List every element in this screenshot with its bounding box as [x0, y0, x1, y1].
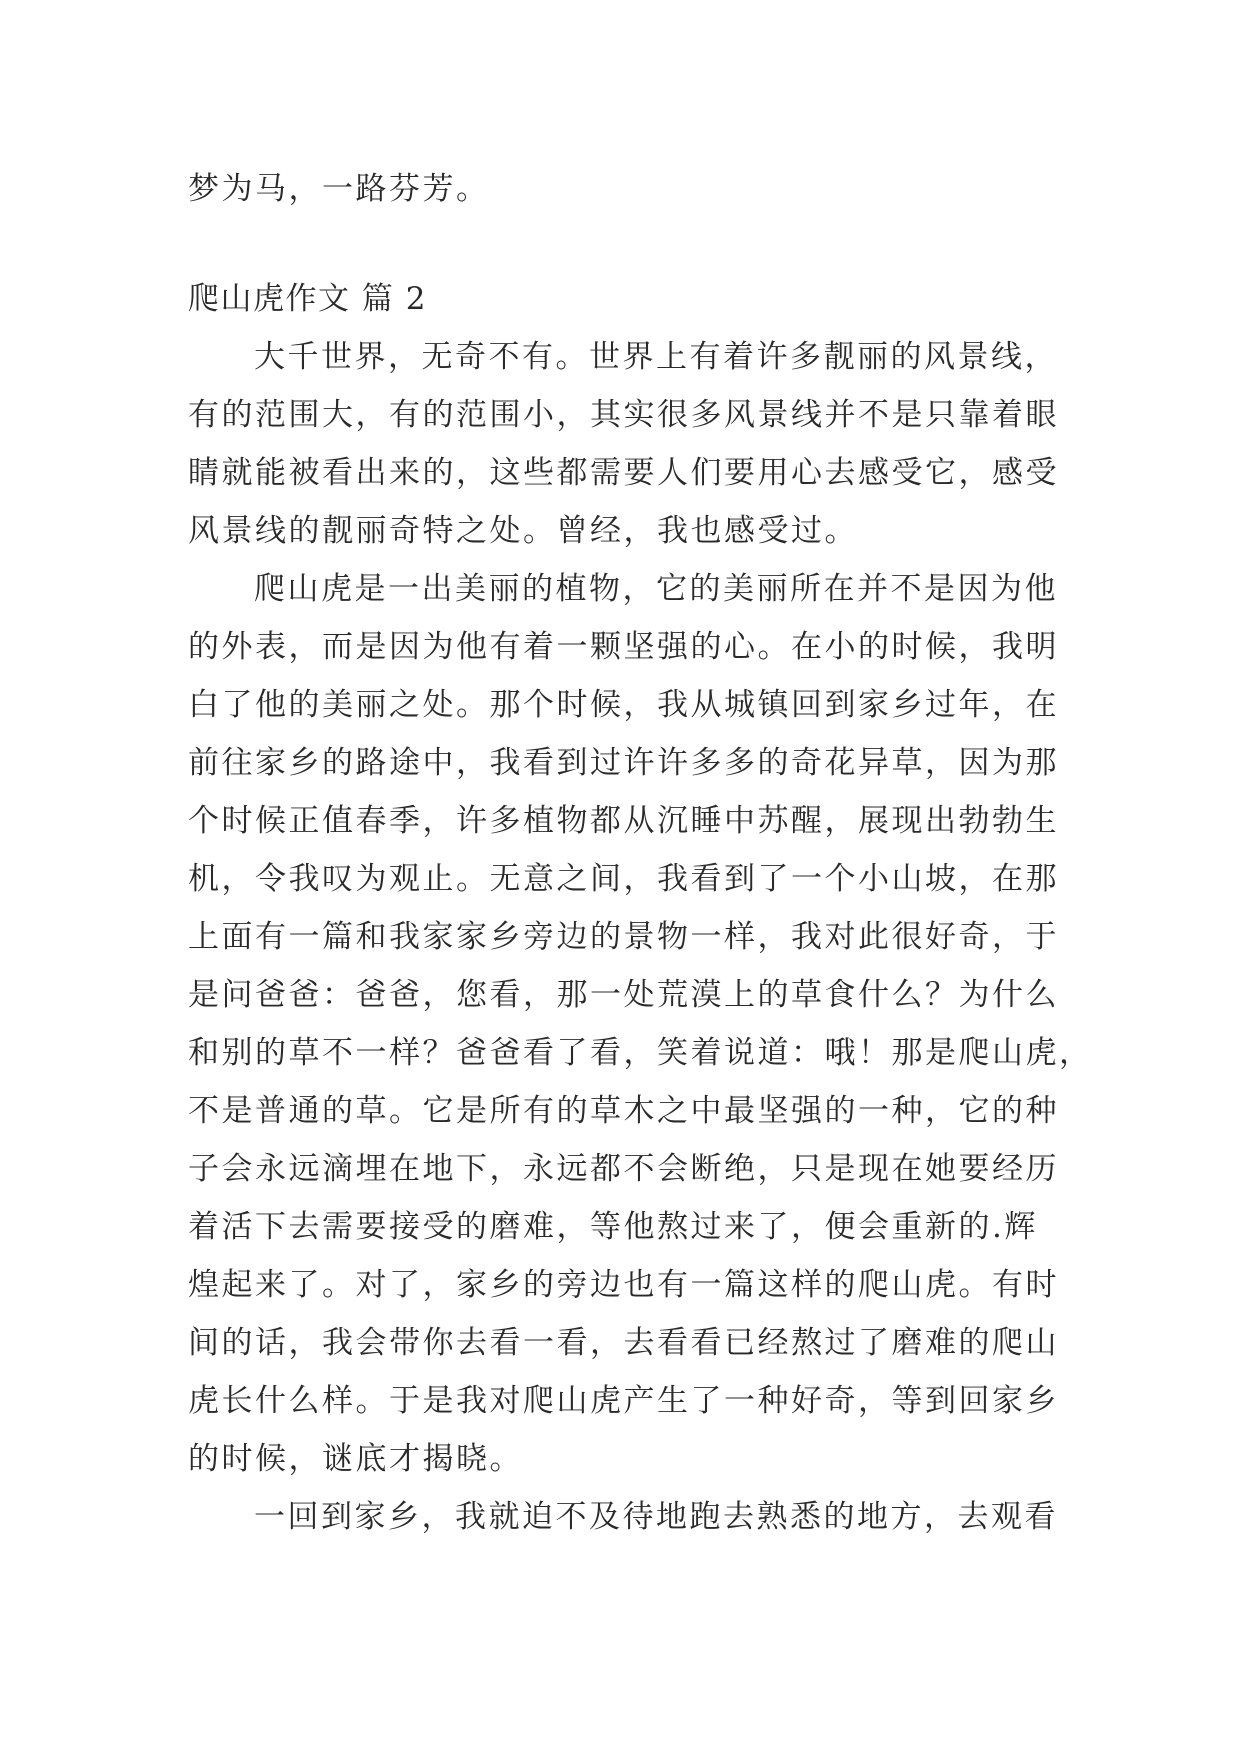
paragraph-line: 前往家乡的路途中，我看到过许许多多的奇花异草，因为那: [188, 745, 1059, 781]
paragraph-line: 上面有一篇和我家家乡旁边的景物一样，我对此很好奇，于: [188, 919, 1059, 955]
paragraph-line: 个时候正值春季，许多植物都从沉睡中苏醒，展现出勃勃生: [188, 803, 1059, 839]
document-body: [188, 160, 1093, 1546]
paragraph-2: [188, 560, 1093, 1488]
paragraph-line: 虎长什么样。于是我对爬山虎产生了一种好奇，等到回家乡: [188, 1383, 1059, 1419]
paragraph-line: 睛就能被看出来的，这些都需要人们要用心去感受它，感受: [188, 455, 1059, 491]
paragraph-line: 间的话，我会带你去看一看，去看看已经熬过了磨难的爬山: [188, 1325, 1059, 1361]
paragraph-line: 风景线的靓丽奇特之处。曾经，我也感受过。: [188, 513, 858, 549]
paragraph-line: 煌起来了。对了，家乡的旁边也有一篇这样的爬山虎。有时: [188, 1267, 1059, 1303]
paragraph-line: 有的范围大，有的范围小，其实很多风景线并不是只靠着眼: [188, 397, 1059, 433]
paragraph-1: [188, 328, 1059, 560]
paragraph-line: 着活下去需要接受的磨难，等他熬过来了，便会重新的.辉: [188, 1209, 1038, 1245]
opening-line: 梦为马，一路芬芳。: [188, 171, 490, 207]
paragraph-line: 白了他的美丽之处。那个时候，我从城镇回到家乡过年，在: [188, 687, 1059, 723]
paragraph-line: 机，令我叹为观止。无意之间，我看到了一个小山坡，在那: [188, 861, 1059, 897]
paragraph-line: 爬山虎是一出美丽的植物，它的美丽所在并不是因为他: [254, 571, 1058, 607]
paragraph-line: 一回到家乡，我就迫不及待地跑去熟悉的地方，去观看: [254, 1499, 1058, 1535]
paragraph-line: 和别的草不一样？爸爸看了看，笑着说道：哦！那是爬山虎，: [188, 1035, 1093, 1071]
essay-heading: 爬山虎作文 篇 2: [188, 281, 427, 317]
paragraph-3: [188, 1488, 1058, 1546]
paragraph-line: 子会永远滴埋在地下，永远都不会断绝，只是现在她要经历: [188, 1151, 1059, 1187]
paragraph-line: 是问爸爸：爸爸，您看，那一处荒漠上的草食什么？为什么: [188, 977, 1059, 1013]
paragraph-line: 的外表，而是因为他有着一颗坚强的心。在小的时候，我明: [188, 629, 1059, 665]
paragraph-line: 的时候，谜底才揭晓。: [188, 1441, 523, 1477]
paragraph-line: 大千世界，无奇不有。世界上有着许多靓丽的风景线，: [254, 339, 1058, 375]
paragraph-line: 不是普通的草。它是所有的草木之中最坚强的一种，它的种: [188, 1093, 1059, 1129]
